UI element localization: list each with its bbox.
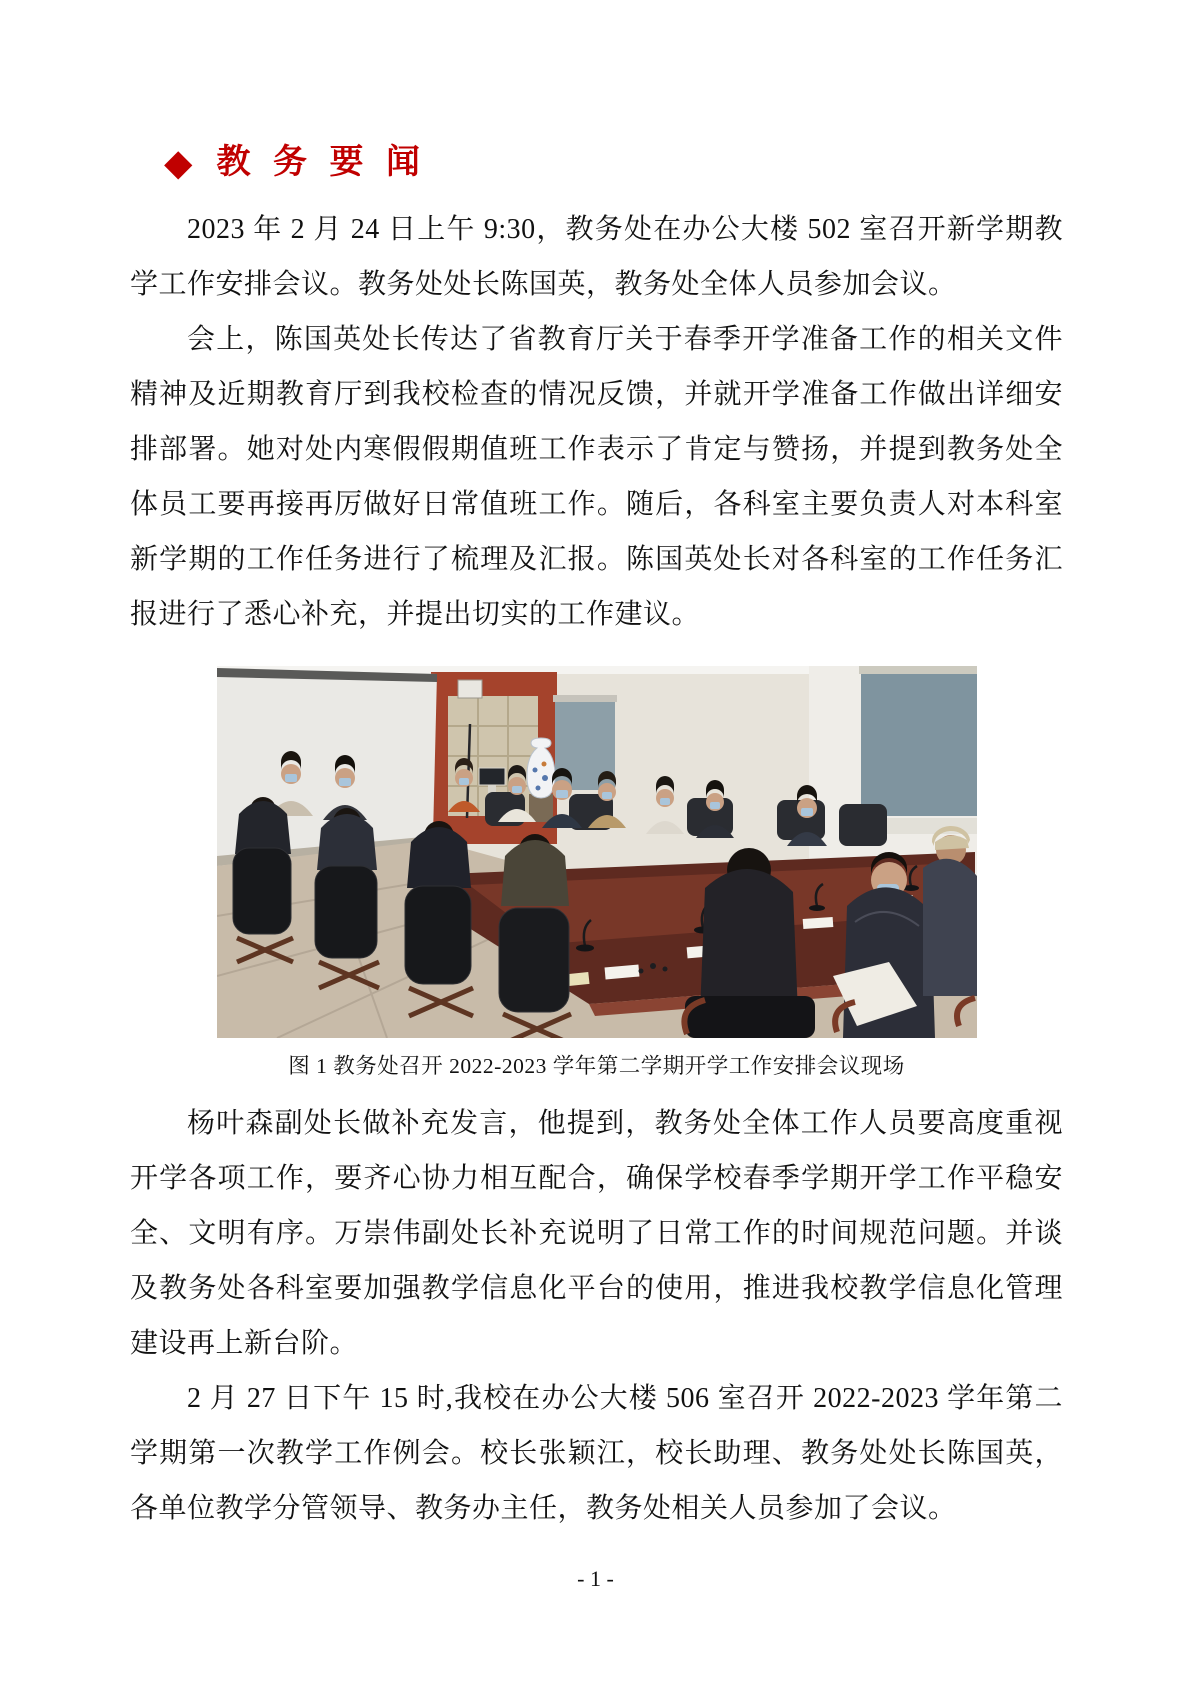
figure-caption: 图 1 教务处召开 2022-2023 学年第二学期开学工作安排会议现场 — [288, 1054, 905, 1078]
page-number: - 1 - — [577, 1566, 614, 1591]
diamond-bullet-icon: ◆ — [164, 141, 193, 184]
figure-1 — [217, 666, 977, 1079]
body-paragraph-3: 杨叶森副处长做补充发言，他提到，教务处全体工作人员要高度重视开学各项工作，要齐心协力相互配合，确保学校春季学期开学工作平稳安全、文明有序。万崇伟副处长补充说明了日常工作的时间规范问题。并谈及教务处各科室要加强教学信息化平台的使用，推进我校教学信息化管理建设再上新台阶。 — [130, 1108, 1063, 1359]
section-heading — [164, 141, 1063, 185]
body-paragraph-2: 会上，陈国英处长传达了省教育厅关于春季开学准备工作的相关文件精神及近期教育厅到我校检查的情况反馈，并就开学准备工作做出详细安排部署。她对处内寒假假期值班工作表示了肯定与赞扬，并提到教务处全体员工要再接再厉做好日常值班工作。随后，各科室主要负责人对本科室新学期的工作任务进行了梳理及汇报。陈国英处长对各科室的工作任务汇报进行了悉心补充，并提出切实的工作建议。 — [130, 324, 1063, 630]
meeting-photo — [217, 666, 977, 1038]
body-paragraph-1: 2023 年 2 月 24 日上午 9:30，教务处在办公大楼 502 室召开新学期教学工作安排会议。教务处处长陈国英，教务处全体人员参加会议。 — [130, 214, 1063, 300]
section-heading-text: 教 务 要 闻 — [216, 144, 427, 181]
body-paragraph-4: 2 月 27 日下午 15 时,我校在办公大楼 506 室召开 2022-2023 学年第二学期第一次教学工作例会。校长张颖江，校长助理、教务处处长陈国英，各单位教学分管领导、教务办主任，教务处相关人员参加了会议。 — [130, 1383, 1063, 1524]
